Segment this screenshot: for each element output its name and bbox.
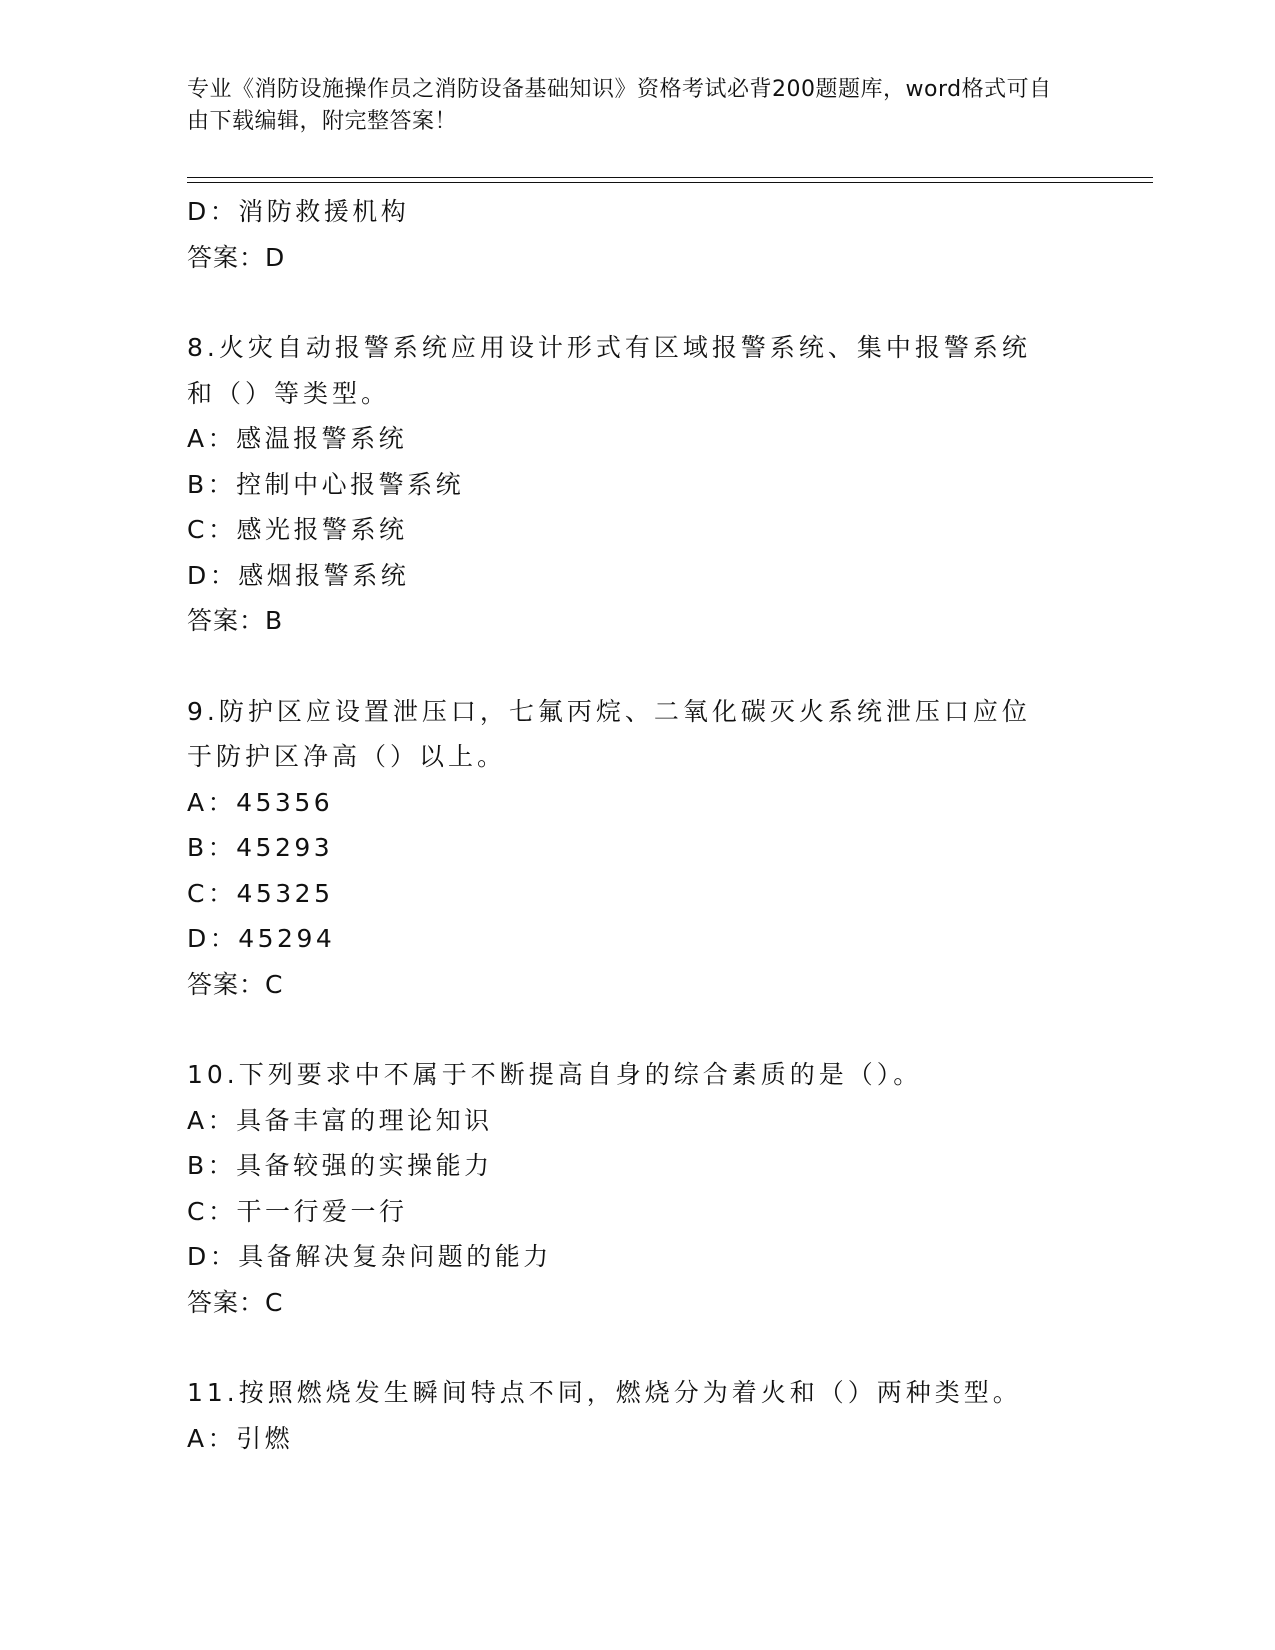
- option-a: A：引燃: [187, 1423, 294, 1453]
- answer: 答案：B: [187, 606, 284, 635]
- question-11: [187, 1370, 1087, 1461]
- answer-previous: 答案：D: [187, 242, 286, 272]
- option-a: A：具备丰富的理论知识: [187, 1105, 493, 1135]
- option-d: D：具备解决复杂问题的能力: [187, 1242, 552, 1271]
- header-divider-bottom: [187, 182, 1153, 183]
- question-stem: 11.按照燃烧发生瞬间特点不同，燃烧分为着火和（）两种类型。: [187, 1378, 1022, 1407]
- option-b: B：控制中心报警系统: [187, 469, 465, 499]
- answer: 答案：C: [187, 969, 284, 999]
- option-a: A：感温报警系统: [187, 424, 408, 453]
- option-d: D：感烟报警系统: [187, 560, 410, 590]
- option-d-previous: D：消防救援机构: [187, 197, 410, 226]
- option-b: B：45293: [187, 833, 334, 862]
- question-list: [187, 189, 1087, 1461]
- question-stem: 10.下列要求中不属于不断提高自身的综合素质的是（）。: [187, 1060, 923, 1089]
- option-c: C：45325: [187, 878, 334, 908]
- option-b: B：具备较强的实操能力: [187, 1151, 493, 1180]
- document-header: 专业《消防设施操作员之消防设备基础知识》资格考试必背200题题库，word格式可自由下载编辑，附完整答案！: [187, 77, 1052, 134]
- header-divider-top: [187, 177, 1153, 178]
- option-c: C：感光报警系统: [187, 515, 408, 544]
- option-c: C：干一行爱一行: [187, 1196, 408, 1226]
- option-d: D：45294: [187, 924, 336, 953]
- question-stem: 9.防护区应设置泄压口，七氟丙烷、二氧化碳灭火系统泄压口应位于防护区净高（）以上。: [187, 696, 1031, 771]
- question-9: [187, 689, 1087, 1008]
- option-a: A：45356: [187, 787, 334, 817]
- answer: 答案：C: [187, 1287, 284, 1317]
- question-8: [187, 325, 1087, 644]
- question-10: [187, 1052, 1087, 1325]
- question-stem: 8.火灾自动报警系统应用设计形式有区域报警系统、集中报警系统和（）等类型。: [187, 333, 1031, 408]
